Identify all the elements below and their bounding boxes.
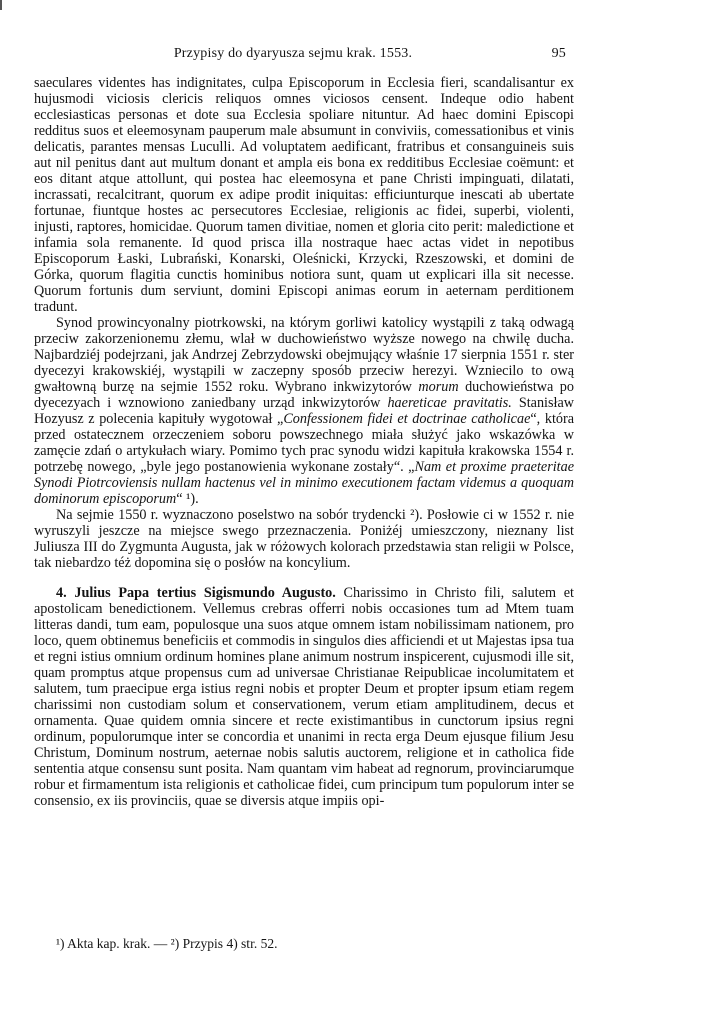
polish-paragraph-synod (34, 315, 574, 507)
text-run: “ ¹). (176, 491, 199, 507)
letter-heading: 4. Julius Papa tertius Sigismundo Augusto. (56, 585, 336, 601)
italic-run: Nam et proxime praeteritae Synodi Piotrcoviensis nullam hactenus vel in minimo executionem factam videmus a quoquam dominorum episcoporum (34, 459, 575, 507)
letter-body: Charissimo in Christo fili, salutem et apostolicam benedictionem. Vellemus crebras offerri nobis occasiones tum ad Mtem tuam litteras dandi, tum eam, populosque una suos atque omnem istam nobilissimam nationem, pro loco, quem obtinemus beneficiis et commodis in singulos dies afficiendi et ut Majestas ipsa tua et regni istius omnium ordinum homines plane animum nostrum inspicerent, cujusmodi ille sit, quam promptus atque propensus cum ad universae Christianae Reipublicae incolumitatem et salutem, tum praecipue erga istius regni nobis et propter Deum et propter ipsum etiam regem charissimi non custodiam solum et conservationem, verum etiam amplitudinem, decus et ornamenta. Quae quidem omnia sincere et recte existimantibus in cunctorum ipsius regni ordinum, populorumque inter se concordia et unanimi in recta erga Deum ejusque filium Jesu Christum, Dominum nostrum, aeternae nobis salutis auctorem, religione et in catholica fide sententia atque consensu sunt posita. Nam quantam vim habeat ad regnorum, provinciarumque robur et firmamentum ista religionis et catholicae fidei, cum principum tum populorum inter se consensio, ex iis provinciis, quae se diversis atque impiis opi- (34, 585, 574, 809)
text-run: Stanisław Hozyusz z polecenia kapituły wygotował „ (34, 395, 574, 427)
body-text (34, 75, 574, 809)
page-number: 95 (551, 46, 566, 61)
letter-paragraph (34, 585, 574, 809)
polish-paragraph-sejm: Na sejmie 1550 r. wyznaczono poselstwo na sobór trydencki ²). Posłowie ci w 1552 r. nie wyruszyli jeszcze na miejsce swego przeznaczenia. Poniżéj umieszczony, nieznany list Juliusza III do Zygmunta Augusta, jak w różowych kolorach przedstawia stan religii w Polsce, tak niebardzo téż dopomina się o posłów na koncylium. (34, 507, 574, 571)
scan-edge-mark (0, 0, 2, 10)
footnotes: ¹) Akta kap. krak. — ²) Przypis 4) str. 52. (56, 936, 278, 951)
text-run: Synod prowincyonalny piotrkowski, na którym gorliwi katolicy wystąpili z taką odwagą przeciw zakorzenionemu złemu, wlał w duchowieństwo wyższe nowego na chwilę ducha. Najbardziéj podejrzani, jak Andrzej Zebrzydowski obejmujący właśnie 17 sierpnia 1551 r. ster dyecezyi krakowskiéj, wystąpili w zaczepny sposób przeciw herezyi. Wzniecilo to ową gwałtowną burzę na sejmie 1552 roku. Wybrano inkwizytorów (34, 315, 574, 395)
italic-run: Confessionem fidei et doctrinae catholicae (283, 411, 531, 427)
running-head: Przypisy do dyaryusza sejmu krak. 1553. (173, 46, 413, 61)
italic-run: haereticae pravitatis. (387, 395, 512, 411)
italic-run: morum (418, 379, 459, 395)
text-run: duchowieństwa po dyecezyach i wznowiono zaniedbany urząd inkwizytorów (34, 379, 574, 411)
text-run: “, która przed ostatecznem orzeczeniem soboru powszechnego miała służyć jako wskazówka w zamęcie zdań o artykułach wiary. Pomimo tych prac synodu widzi kapituła krakowska 1554 r. potrzebę nowego, „byle jego postanowienia wykonane zostały“. „ (34, 411, 575, 475)
latin-paragraph: saeculares videntes has indignitates, culpa Episcoporum in Ecclesia fieri, scandalisantur ex hujusmodi viciosis clericis reliquos omnes viciosos censent. Indeque odio habent ecclesiasticas personas et dote sua Ecclesia spoliare nituntur. Ad haec domini Episcopi redditus suos et eleemosynam pauperum male absumunt in conviviis, comessationibus et vinis delicatis, parantes mensas Luculli. Ad voluptatem aedificant, fratribus et consanguineis suis aut nil penitus dant aut multum donant et ampla eis bona ex redditibus Ecclesiae coëmunt: et eos ditant atque attollunt, qui postea hac eleemosyna et pane Christi impinguati, dilatati, incrassati, recalcitrant, quorum ex adipe prodit iniquitas: efficiunturque inescati ab ubertate fortunae, fiuntque hostes ac persecutores Ecclesiae, religionis ac fidei, superbi, violenti, injusti, raptores, homicidae. Quorum tamen divitiae, nomen et gloria cito perit: maledictione et infamia sola remanente. Id quod prisca illa nostraque haec actas videt in nepotibus Episcoporum Łaski, Lubrański, Konarski, Oleśnicki, Krzycki, Rzeszowski, et domini de Górka, quorum flagitia cunctis hominibus notiora sunt, quam ut explicari illa sit necesse. Quorum fortunis dum serviunt, domini Episcopi animas eorum in aeternam perditionem tradunt. (34, 75, 574, 315)
page-header (34, 46, 566, 62)
